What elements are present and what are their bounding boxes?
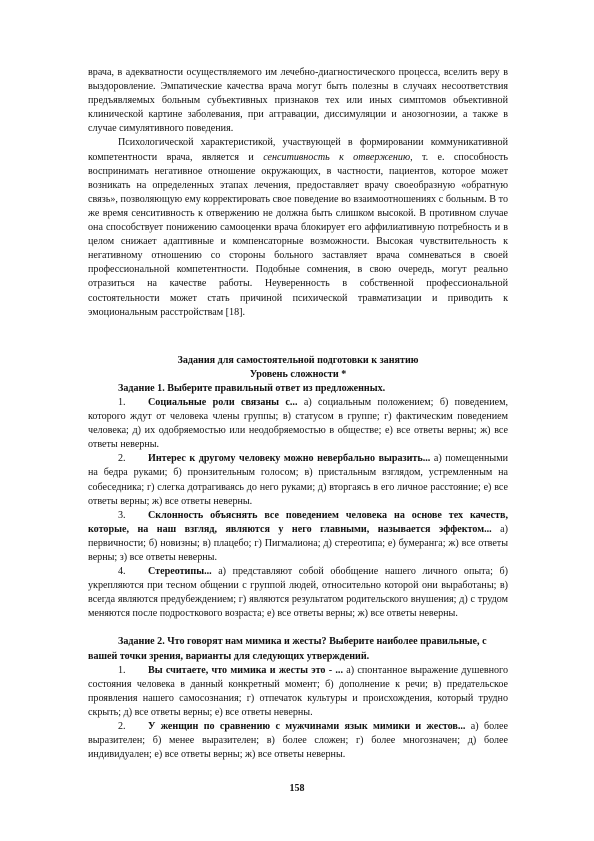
item-number: 2. bbox=[118, 453, 126, 465]
item-number: 2. bbox=[118, 721, 126, 733]
item-number: 3. bbox=[118, 509, 126, 521]
item-answers: а) более выразителен; б) менее выразителен; в) более сложен; г) более многозначен; д) более индивидуален; е) все ответы верны; ж) все ответы неверны. bbox=[88, 721, 508, 761]
paragraph-2-start: Психологической характеристикой, участвующей в формировании коммуникативной компетентности врача, является и bbox=[88, 137, 508, 163]
item-number: 4. bbox=[118, 566, 126, 578]
task1-item-4 bbox=[88, 565, 508, 621]
paragraph-2 bbox=[88, 136, 508, 319]
difficulty-level: Уровень сложности * bbox=[249, 368, 347, 380]
task2-item-1 bbox=[88, 664, 508, 720]
paragraph-2-term: сенситивность к отвержению, bbox=[263, 151, 413, 163]
paragraph-2-end: т. е. способность воспринимать негативное отношение окружающих, в частности, пациентов, которое может возникать на определенных этапах лечения, предоставляет врачу своеобразную «обратную связь», позволяющую ему корректировать свое поведение во взаимоотношениях с больным. В то же время сенситивность к отвержению не должна быть слишком высокой. В противном случае она способствует понижению самооценки врача блокирует его аффилиативную потребность и в целом снижает адаптивные и компенсаторные возможности. Высокая чувствительность к негативному отношению со стороны больного заставляет врача сомневаться в своей профессиональной компетентности. Подобные сомнения, в свою очередь, могут реально отразиться на качестве работы. Неуверенность в собственной профессиональной состоятельности может стать причиной психической травматизации и приводить к эмоциональным расстройствам [18]. bbox=[88, 151, 508, 318]
paragraph-1: врача, в адекватности осуществляемого им лечебно-диагностического процесса, вселить веру в выздоровление. Эмпатические качества врача могут быть полезны в случаях несоответствия предъявляемых больным субъективных признаков тех или иных симптомов объективной клинической картине заболевания, при аггравации, диссимуляции и анозогнозии, а также в случае симулятивного поведения. bbox=[88, 67, 508, 135]
item-answers: а) помещенными на бедра руками; б) пронзительным голосом; в) пристальным взглядом, устремленным на собеседника; г) слегка дотрагиваясь до него руками; д) вторгаясь в его личное расстояние; е) все ответы верны; ж) все ответы неверны. bbox=[88, 453, 508, 507]
item-answers: а) социальным положением; б) поведением, которого ждут от человека члены группы; в) статусом в группе; г) фактическим поведением человека; д) их одобряемостью или неодобряемостью в обществе; е) все ответы верны; ж) все ответы неверны. bbox=[88, 396, 508, 451]
item-question: Интерес к другому человеку можно невербально выразить... bbox=[148, 453, 431, 465]
document-page bbox=[88, 66, 508, 762]
item-question: Стереотипы... bbox=[148, 566, 212, 578]
page-number: 158 bbox=[289, 783, 305, 794]
task2-title: Задание 2. Что говорят нам мимика и жесты? Выберите наиболее правильные, с вашей точки зрения, варианты для следующих утверждений. bbox=[88, 636, 487, 662]
item-question: У женщин по сравнению с мужчинами язык мимики и жестов... bbox=[148, 721, 466, 733]
task1-item-2 bbox=[88, 452, 508, 508]
item-number: 1. bbox=[118, 664, 126, 676]
item-answers: а) представляют собой обобщение нашего личного опыта; б) укрепляются при тесном общении с группой людей, относительно которой они выработаны; в) всегда являются предубеждением; г) являются результатом родительского внушения; д) с трудом меняются после подросткового возраста; е) все ответы верны; ж) все ответы неверны. bbox=[88, 566, 508, 620]
task1-item-1 bbox=[88, 396, 508, 452]
item-question: Склонность объяснять все поведением человека на основе тех качеств, которые, на наш взгляд, являются у него главными, называется эффектом... bbox=[88, 509, 508, 535]
item-answers: а) спонтанное выражение душевного состояния человека в данный конкретный момент; б) дополнение к речи; в) предательское проявления нашего самосознания; г) отпечаток культуры и происхождения, который трудно скрыть; д) все ответы верны; е) все ответы неверны. bbox=[88, 664, 508, 718]
item-number: 1. bbox=[118, 396, 126, 408]
item-question: Социальные роли связаны с... bbox=[148, 396, 298, 408]
item-answers: а) первичности; б) новизны; в) плацебо; г) Пигмалиона; д) стереотипа; е) бумеранга; ж) все ответы верны; з) все ответы неверны. bbox=[88, 523, 508, 563]
task1-item-3 bbox=[88, 509, 508, 565]
task1-title: Задание 1. Выберите правильный ответ из предложенных. bbox=[118, 382, 386, 394]
task2-item-2 bbox=[88, 720, 508, 762]
section-title: Задания для самостоятельной подготовки к занятию bbox=[177, 354, 419, 366]
item-question: Вы считаете, что мимика и жесты это - ... bbox=[148, 664, 343, 676]
